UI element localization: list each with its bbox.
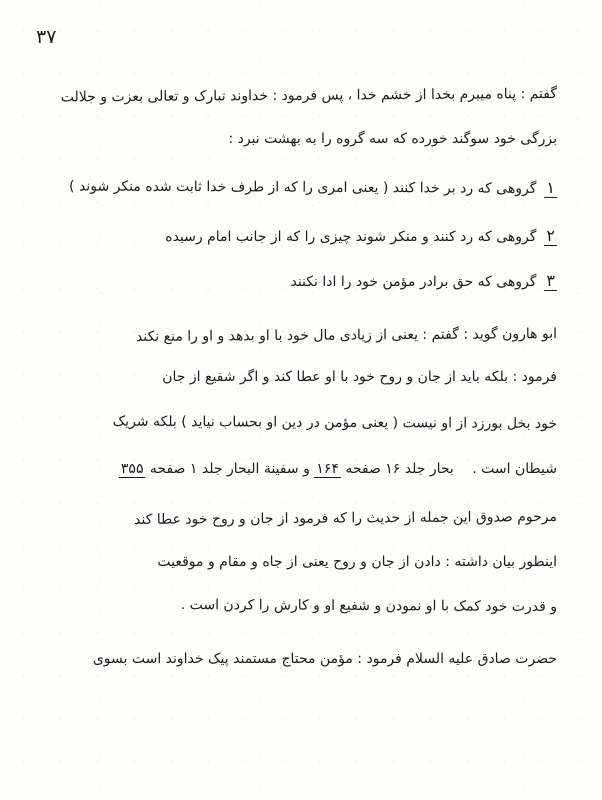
- paragraph-2-line-1: ابو هارون گوید : گفتم : یعنی از زیادی مال خود با او بدهد و او را منع نکند: [135, 326, 558, 345]
- page-number: ۳۷: [36, 26, 57, 48]
- paragraph-3-line-3: و قدرت خود کمک با او نمودن و شفیع او و کارش را کردن است .: [180, 597, 558, 615]
- list-marker: ۲: [546, 226, 555, 245]
- paragraph-2-line-2: فرمود : بلکه باید از جان و روح خود با او عطا کند و اگر شفیع از جان: [162, 369, 557, 385]
- citation-page-2: ۳۵۵: [120, 461, 144, 477]
- list-item-text: گروهی که رد کنند و منکر شوند چیزی را که از جانب امام رسیده: [165, 229, 537, 245]
- list-item-text: گروهی که حق برادر مؤمن خود را ادا نکنند: [290, 274, 537, 290]
- list-item-text: گروهی که رد بر خدا کنند ( یعنی امری را که از طرف خدا ثابت شده منکر شوند ): [69, 178, 537, 197]
- list-item: [47, 271, 557, 293]
- citation-source-2: و سفینة البحار جلد ۱ صفحه: [149, 461, 310, 477]
- list-item: [47, 175, 557, 200]
- citation-page-1: ۱۶۴: [316, 461, 339, 477]
- citation-source-1: بحار جلد ۱۶ صفحه: [345, 461, 454, 477]
- paragraph-3-line-2: اینطور بیان داشته : دادن از جان و روح یعنی از جاه و مقام و موقعیت: [157, 554, 557, 570]
- paragraph-1-line-1: گفتم : پناه میبرم بخدا از خشم خدا ، پس فرمود : خداوند تبارک و تعالی بعزت و جلالت: [60, 86, 558, 106]
- list-marker: ۱: [544, 179, 557, 198]
- paragraph-4-line-1: حضرت صادق علیه السلام فرمود : مؤمن محتاج مستمند پیک خداوند است بسوی: [92, 651, 557, 667]
- paragraph-3-line-1: مرحوم صدوق این جمله از حدیث را که فرمود از جان و روح خود عطا کند: [134, 509, 558, 528]
- paragraph-1-line-2: بزرگی خود سوگند خورده که سه گروه را به بهشت نبرد :: [228, 131, 557, 147]
- list-item: [47, 226, 557, 248]
- citation-line: [47, 458, 557, 480]
- list-marker: ۳: [546, 271, 555, 290]
- paragraph-2-line-3: خود بخل بورزد از او نیست ( یعنی مؤمن در دین او بحساب نیاید ) بلکه شریک: [112, 413, 558, 432]
- citation-lead: شیطان است .: [472, 461, 557, 477]
